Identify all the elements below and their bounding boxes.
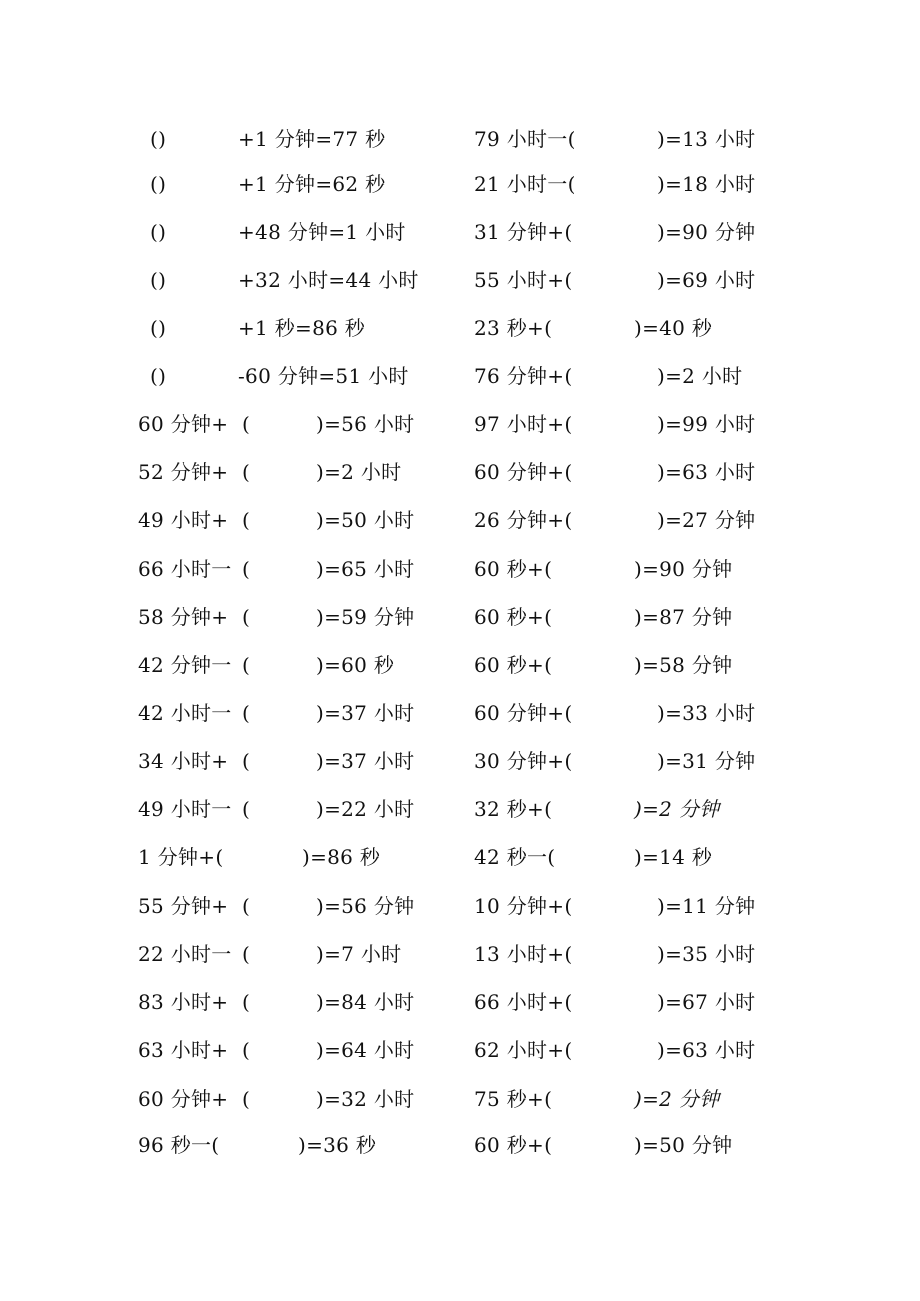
right-problem-part: )=58 分钟 [634, 653, 733, 677]
right-problem-part: )=33 小时 [657, 701, 756, 725]
right-problem-part: )=69 小时 [657, 268, 756, 292]
right-problem-part: 60 秒+( [474, 605, 553, 629]
left-problem-part: 52 分钟+ [138, 460, 229, 484]
left-problem-part: ( [242, 990, 251, 1014]
left-problem-part: )=2 小时 [316, 460, 402, 484]
right-problem-part: 60 秒+( [474, 557, 553, 581]
left-problem-part: ( [242, 605, 251, 629]
right-problem-part: 30 分钟+( [474, 749, 573, 773]
left-problem-part: 96 秒一( [138, 1133, 220, 1157]
left-problem-part: )=86 秒 [302, 845, 381, 869]
left-problem-part: ( [242, 749, 251, 773]
left-problem-part: ( [242, 701, 251, 725]
left-problem-part: )=37 小时 [316, 749, 415, 773]
right-problem-part: 23 秒+( [474, 316, 553, 340]
left-problem-part: () [150, 316, 167, 340]
right-problem-part: )=67 小时 [657, 990, 756, 1014]
right-problem-part: 26 分钟+( [474, 508, 573, 532]
left-problem-part: +1 秒=86 秒 [238, 316, 366, 340]
right-problem-part: )=11 分钟 [657, 894, 756, 918]
right-problem-part: 21 小时一( [474, 172, 576, 196]
left-problem-part: )=59 分钟 [316, 605, 415, 629]
right-problem-part: )=63 小时 [657, 460, 756, 484]
right-problem-part: )=2 小时 [657, 364, 743, 388]
left-problem-part: ( [242, 797, 251, 821]
right-problem-part: )=2 分钟 [634, 797, 720, 821]
left-problem-part: )=64 小时 [316, 1038, 415, 1062]
right-problem-part: 60 分钟+( [474, 460, 573, 484]
left-problem-part: ( [242, 557, 251, 581]
right-problem-part: )=31 分钟 [657, 749, 756, 773]
left-problem-part: () [150, 127, 167, 151]
left-problem-part: 60 分钟+ [138, 412, 229, 436]
right-problem-part: 31 分钟+( [474, 220, 573, 244]
right-problem-part: )=14 秒 [634, 845, 713, 869]
left-problem-part: ( [242, 1087, 251, 1111]
left-problem-part: 63 小时+ [138, 1038, 229, 1062]
left-problem-part: ( [242, 412, 251, 436]
left-problem-part: )=60 秒 [316, 653, 395, 677]
right-problem-part: )=18 小时 [657, 172, 756, 196]
right-problem-part: )=2 分钟 [634, 1087, 720, 1111]
left-problem-part: ( [242, 508, 251, 532]
left-problem-part: () [150, 268, 167, 292]
left-problem-part: )=50 小时 [316, 508, 415, 532]
left-problem-part: ( [242, 942, 251, 966]
right-problem-part: )=90 分钟 [657, 220, 756, 244]
left-problem-part: +32 小时=44 小时 [238, 268, 419, 292]
left-problem-part: +48 分钟=1 小时 [238, 220, 406, 244]
right-problem-part: 60 秒+( [474, 653, 553, 677]
left-problem-part: 34 小时+ [138, 749, 229, 773]
right-problem-part: 97 小时+( [474, 412, 573, 436]
right-problem-part: 42 秒一( [474, 845, 556, 869]
left-problem-part: )=32 小时 [316, 1087, 415, 1111]
left-problem-part: () [150, 364, 167, 388]
left-problem-part: )=22 小时 [316, 797, 415, 821]
right-problem-part: )=63 小时 [657, 1038, 756, 1062]
right-problem-part: 76 分钟+( [474, 364, 573, 388]
right-problem-part: )=40 秒 [634, 316, 713, 340]
left-problem-part: )=36 秒 [298, 1133, 377, 1157]
right-problem-part: 13 小时+( [474, 942, 573, 966]
right-problem-part: 10 分钟+( [474, 894, 573, 918]
left-problem-part: 83 小时+ [138, 990, 229, 1014]
left-problem-part: () [150, 172, 167, 196]
right-problem-part: )=27 分钟 [657, 508, 756, 532]
left-problem-part: 58 分钟+ [138, 605, 229, 629]
left-problem-part: 55 分钟+ [138, 894, 229, 918]
right-problem-part: )=90 分钟 [634, 557, 733, 581]
right-problem-part: 32 秒+( [474, 797, 553, 821]
right-problem-part: 62 小时+( [474, 1038, 573, 1062]
left-problem-part: () [150, 220, 167, 244]
left-problem-part: )=56 分钟 [316, 894, 415, 918]
left-problem-part: ( [242, 653, 251, 677]
right-problem-part: 66 小时+( [474, 990, 573, 1014]
left-problem-part: )=37 小时 [316, 701, 415, 725]
left-problem-part: )=84 小时 [316, 990, 415, 1014]
right-problem-part: )=87 分钟 [634, 605, 733, 629]
left-problem-part: )=65 小时 [316, 557, 415, 581]
right-problem-part: 60 秒+( [474, 1133, 553, 1157]
right-problem-part: 55 小时+( [474, 268, 573, 292]
left-problem-part: )=56 小时 [316, 412, 415, 436]
left-problem-part: 49 小时一 [138, 797, 232, 821]
left-problem-part: -60 分钟=51 小时 [238, 364, 409, 388]
left-problem-part: +1 分钟=62 秒 [238, 172, 386, 196]
left-problem-part: 22 小时一 [138, 942, 232, 966]
right-problem-part: )=50 分钟 [634, 1133, 733, 1157]
left-problem-part: ( [242, 460, 251, 484]
left-problem-part: )=7 小时 [316, 942, 402, 966]
right-problem-part: 60 分钟+( [474, 701, 573, 725]
right-problem-part: )=99 小时 [657, 412, 756, 436]
left-problem-part: ( [242, 894, 251, 918]
left-problem-part: 60 分钟+ [138, 1087, 229, 1111]
left-problem-part: 42 小时一 [138, 701, 232, 725]
right-problem-part: )=13 小时 [657, 127, 756, 151]
left-problem-part: 49 小时+ [138, 508, 229, 532]
left-problem-part: 66 小时一 [138, 557, 232, 581]
left-problem-part: 42 分钟一 [138, 653, 232, 677]
left-problem-part: ( [242, 1038, 251, 1062]
left-problem-part: 1 分钟+( [138, 845, 224, 869]
right-problem-part: 79 小时一( [474, 127, 576, 151]
right-problem-part: 75 秒+( [474, 1087, 553, 1111]
right-problem-part: )=35 小时 [657, 942, 756, 966]
left-problem-part: +1 分钟=77 秒 [238, 127, 386, 151]
